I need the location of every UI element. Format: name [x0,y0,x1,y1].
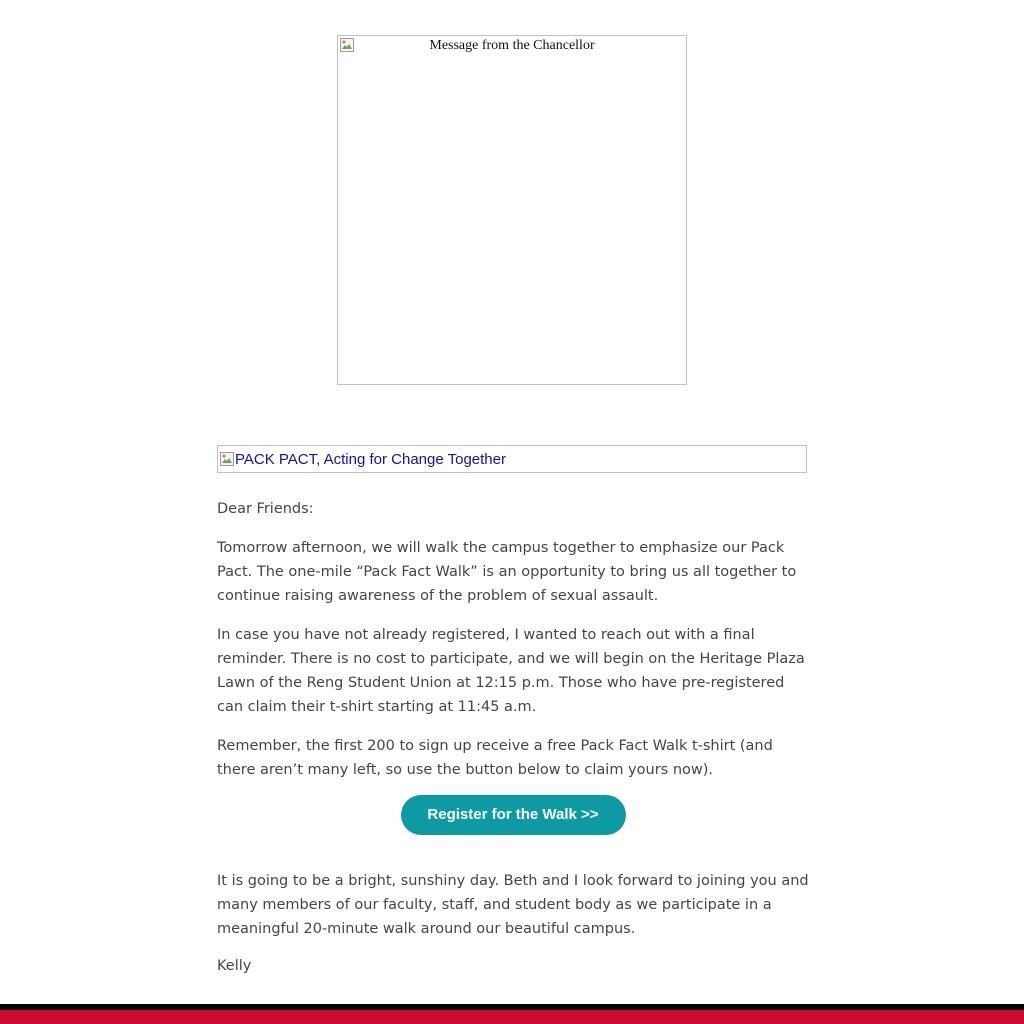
message-body [217,497,809,993]
chancellor-header-image [337,35,687,385]
broken-image-icon [219,451,235,467]
greeting: Dear Friends: [217,501,314,517]
paragraph-walk-intro: Tomorrow afternoon, we will walk the campus together to emphasize our Pack Pact. The one-mile “Pack Fact Walk” is an opportunity to bring us all together to continue raising awareness of the problem of sexual assault. [217,540,797,604]
paragraph-closing: It is going to be a bright, sunshiny day. Beth and I look forward to joining you and many members of our faculty, staff, and student body as we participate in a meaningful 20-minute walk around our beautiful campus. [217,873,809,937]
footer-red-stripe [0,1010,1024,1024]
header-image-alt-text: Message from the Chancellor [429,38,595,53]
register-walk-button[interactable]: Register for the Walk >> [401,795,626,835]
banner-image-alt-text[interactable]: PACK PACT, Acting for Change Together [235,451,506,468]
pack-pact-banner-link[interactable] [217,445,807,473]
paragraph-registration-reminder: In case you have not already registered, I wanted to reach out with a final reminder. There is no cost to participate, and we will begin on the Heritage Plaza Lawn of the Reng Student Union at 12:15 p.m. Those who have pre-registered can claim their t-shirt starting at 11:45 a.m. [217,627,805,715]
paragraph-tshirt-offer: Remember, the first 200 to sign up receive a free Pack Fact Walk t-shirt (and there aren’t many left, so use the button below to claim yours now). [217,738,773,778]
register-button-container [217,795,809,835]
signoff: Kelly [217,958,252,974]
